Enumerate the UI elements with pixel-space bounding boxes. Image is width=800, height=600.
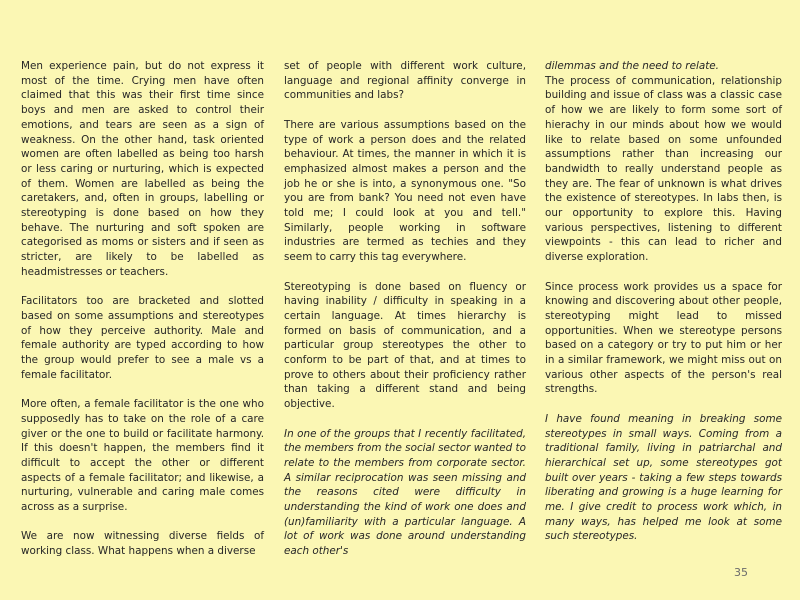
anecdote-paragraph: In one of the groups that I recently facilitated, the members from the social sector wanted to relate to the members from corporate sector. A similar reciprocation was seen missing and the reasons cited were difficulty in understanding the kind of work one does and (un)familiarity with a particular language. A lot of work was done around understanding each other's — [284, 427, 526, 558]
middle-column — [284, 59, 526, 574]
anecdote-continuation: dilemmas and the need to relate. — [545, 60, 719, 72]
right-column — [545, 59, 782, 559]
paragraph: set of people with different work culture, language and regional affinity converge in communities and labs? — [284, 60, 526, 102]
paragraph: Since process work provides us a space for knowing and discovering about other people, stereotyping might lead to missed opportunities. When we stereotype persons based on a category or try to put him or her in a similar framework, we might miss out on various other aspects of the person's real strengths. — [545, 280, 782, 396]
paragraph: Facilitators too are bracketed and slotted based on some assumptions and stereotypes of how they perceive authority. Male and female authority are typed according to how the group would prefer to see a male vs a female facilitator. — [21, 295, 264, 381]
paragraph: We are now witnessing diverse fields of working class. What happens when a diverse — [21, 530, 264, 558]
page-number: 35 — [734, 566, 748, 579]
paragraph: There are various assumptions based on the type of work a person does and the related behaviour. At times, the manner in which it is emphasized almost makes a person and the job he or she is into, a synonymous one. "So you are from bank? You need not even have told me; I could look at you and tell." Similarly, people working in software industries are termed as techies and they seem to carry this tag everywhere. — [284, 118, 526, 264]
paragraph: Stereotyping is done based on fluency or having inability / difficulty in speaking in a certain language. At times hierarchy is formed on basis of communication, and a particular group stereotypes the other to conform to be part of that, and at times to prove to others about their proficiency rather than taking a different stand and being objective. — [284, 280, 526, 411]
paragraph: Men experience pain, but do not express it most of the time. Crying men have often claimed that this was their first time since boys and men are asked to control their emotions, and tears are seen as a sign of weakness. On the other hand, task oriented women are often labelled as being too harsh or less caring or nurturing, which is expected of them. Women are labelled as being the caretakers, and, often in groups, labelling or stereotyping is done based on how they behave. The nurturing and soft spoken are categorised as moms or sisters and if seen as stricter, are likely to be labelled as headmistresses or teachers. — [21, 60, 264, 278]
left-column — [21, 59, 264, 574]
paragraph: The process of communication, relationship building and issue of class was a classic case of how we are likely to form some sort of hierachy in our minds about how we would like to relate based on some unfounded assumptions rather than increasing our bandwidth to really understand people as they are. The fear of unknown is what drives the existence of stereotypes. In labs then, is our opportunity to explore this. Having various perspectives, listening to different viewpoints - this can lead to richer and diverse exploration. — [545, 74, 782, 264]
personal-reflection-paragraph: I have found meaning in breaking some stereotypes in small ways. Coming from a traditional family, living in patriarchal and hierarchical set up, some stereotypes got built over years - taking a few steps towards liberating and growing is a huge learning for me. I give credit to process work which, in many ways, has helped me look at some such stereotypes. — [545, 412, 782, 543]
paragraph: More often, a female facilitator is the one who supposedly has to take on the role of a care giver or the one to build or facilitate harmony. If this doesn't happen, the members find it difficult to accept the other or different aspects of a female facilitator; and likewise, a nurturing, vulnerable and caring male comes across as a surprise. — [21, 398, 264, 514]
